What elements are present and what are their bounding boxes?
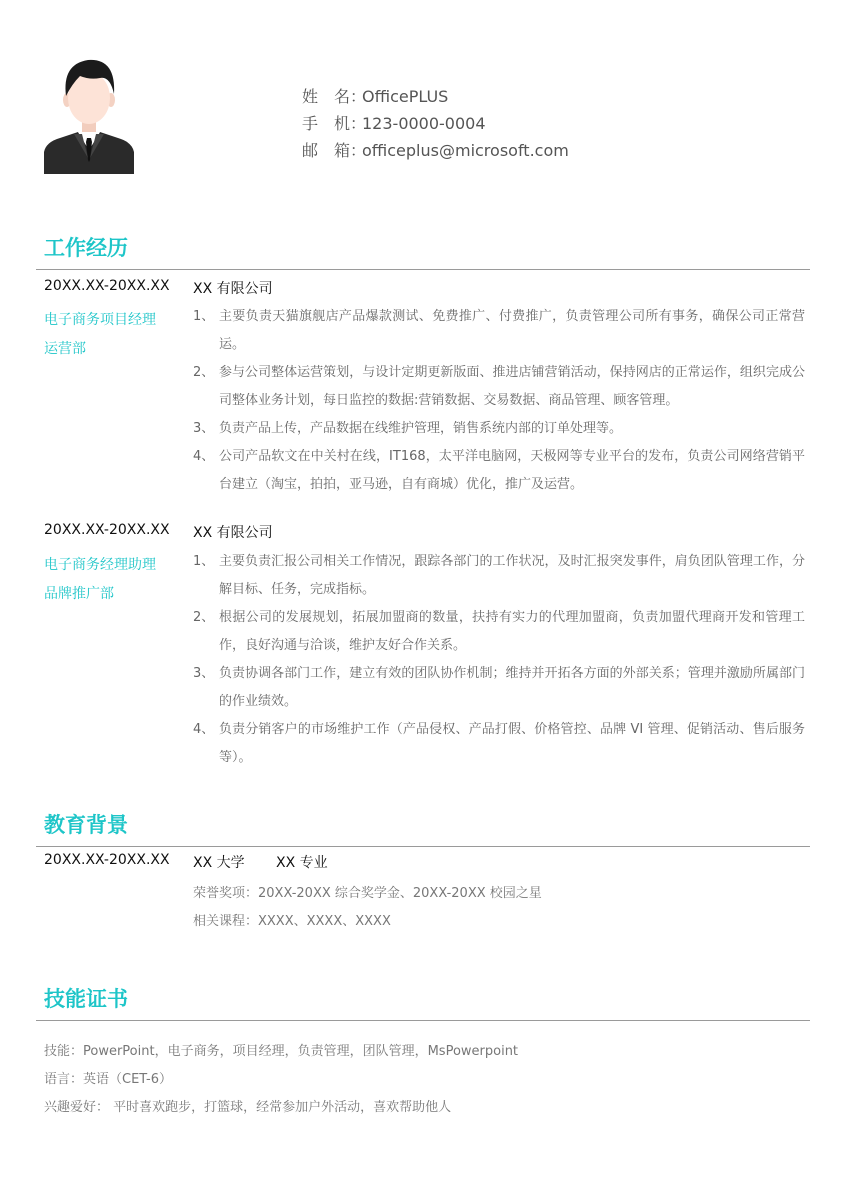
job2-department: 品牌推广部: [44, 586, 114, 602]
skills-section-title: 技能证书: [44, 987, 128, 1011]
email-value: officeplus@microsoft.com: [362, 141, 569, 160]
job2-duties: [193, 548, 805, 772]
phone-row: [302, 113, 569, 140]
name-row: [302, 86, 569, 113]
job1-duties: [193, 303, 805, 499]
education-courses: 相关课程：XXXX、XXXX、XXXX: [193, 914, 391, 929]
name-value: OfficePLUS: [362, 87, 449, 106]
list-item: 1、 主要负责汇报公司相关工作情况，跟踪各部门的工作状况，及时汇报突发事件，肩负团队管理工作，分解目标、任务，完成指标。: [193, 554, 805, 597]
work-section-title: 工作经历: [44, 236, 128, 260]
work-divider: [36, 269, 810, 270]
job1-date: 20XX.XX-20XX.XX: [44, 278, 170, 294]
list-item: 3、 负责产品上传，产品数据在线维护管理，销售系统内部的订单处理等。: [193, 421, 623, 436]
education-divider: [36, 846, 810, 847]
list-item: 4、 负责分销客户的市场维护工作（产品侵权、产品打假、价格管控、品牌 VI 管理、促销活动、售后服务等）。: [193, 722, 805, 765]
skills-line: 技能：PowerPoint，电子商务，项目经理，负责管理，团队管理，MsPowerpoint: [44, 1044, 519, 1059]
skills-divider: [36, 1020, 810, 1021]
list-item: 4、 公司产品软文在中关村在线，IT168，太平洋电脑网，天极网等专业平台的发布，负责公司网络营销平台建立（淘宝，拍拍，亚马逊，自有商城）优化，推广及运营。: [193, 449, 805, 492]
list-item: 2、 根据公司的发展规划，拓展加盟商的数量，扶持有实力的代理加盟商，负责加盟代理商开发和管理工作，良好沟通与洽谈，维护友好合作关系。: [193, 610, 805, 653]
list-item: 3、 负责协调各部门工作，建立有效的团队协作机制；维持并开拓各方面的外部关系；管理并激励所属部门的作业绩效。: [193, 666, 805, 709]
education-honors: 荣誉奖项：20XX-20XX 综合奖学金、20XX-20XX 校园之星: [193, 886, 542, 901]
job2-date: 20XX.XX-20XX.XX: [44, 522, 170, 538]
job1-position: 电子商务项目经理: [44, 312, 156, 328]
email-label: 邮 箱：: [302, 141, 367, 160]
job2-company: XX 有限公司: [193, 525, 273, 541]
education-major: XX 专业: [276, 855, 328, 871]
email-row: [302, 140, 569, 167]
avatar: [44, 54, 134, 174]
phone-label: 手 机：: [302, 114, 367, 133]
list-item: 2、 参与公司整体运营策划，与设计定期更新版面、推进店铺营销活动，保持网店的正常运作，组织完成公司整体业务计划，每日监控的数据:营销数据、交易数据、商品管理、顾客管理。: [193, 365, 805, 408]
language-line: 语言：英语（CET-6）: [44, 1072, 173, 1087]
avatar-icon: [44, 54, 134, 174]
job1-company: XX 有限公司: [193, 281, 273, 297]
hobbies-line: 兴趣爱好： 平时喜欢跑步，打篮球，经常参加户外活动，喜欢帮助他人: [44, 1100, 452, 1115]
phone-value: 123-0000-0004: [362, 114, 486, 133]
job1-department: 运营部: [44, 341, 86, 357]
education-school: XX 大学: [193, 855, 245, 871]
education-section-title: 教育背景: [44, 813, 128, 837]
job2-position: 电子商务经理助理: [44, 557, 156, 573]
education-date: 20XX.XX-20XX.XX: [44, 852, 170, 868]
name-label: 姓 名：: [302, 87, 367, 106]
contact-info: [302, 86, 569, 167]
list-item: 1、 主要负责天猫旗舰店产品爆款测试、免费推广、付费推广，负责管理公司所有事务，确保公司正常营运。: [193, 309, 805, 352]
